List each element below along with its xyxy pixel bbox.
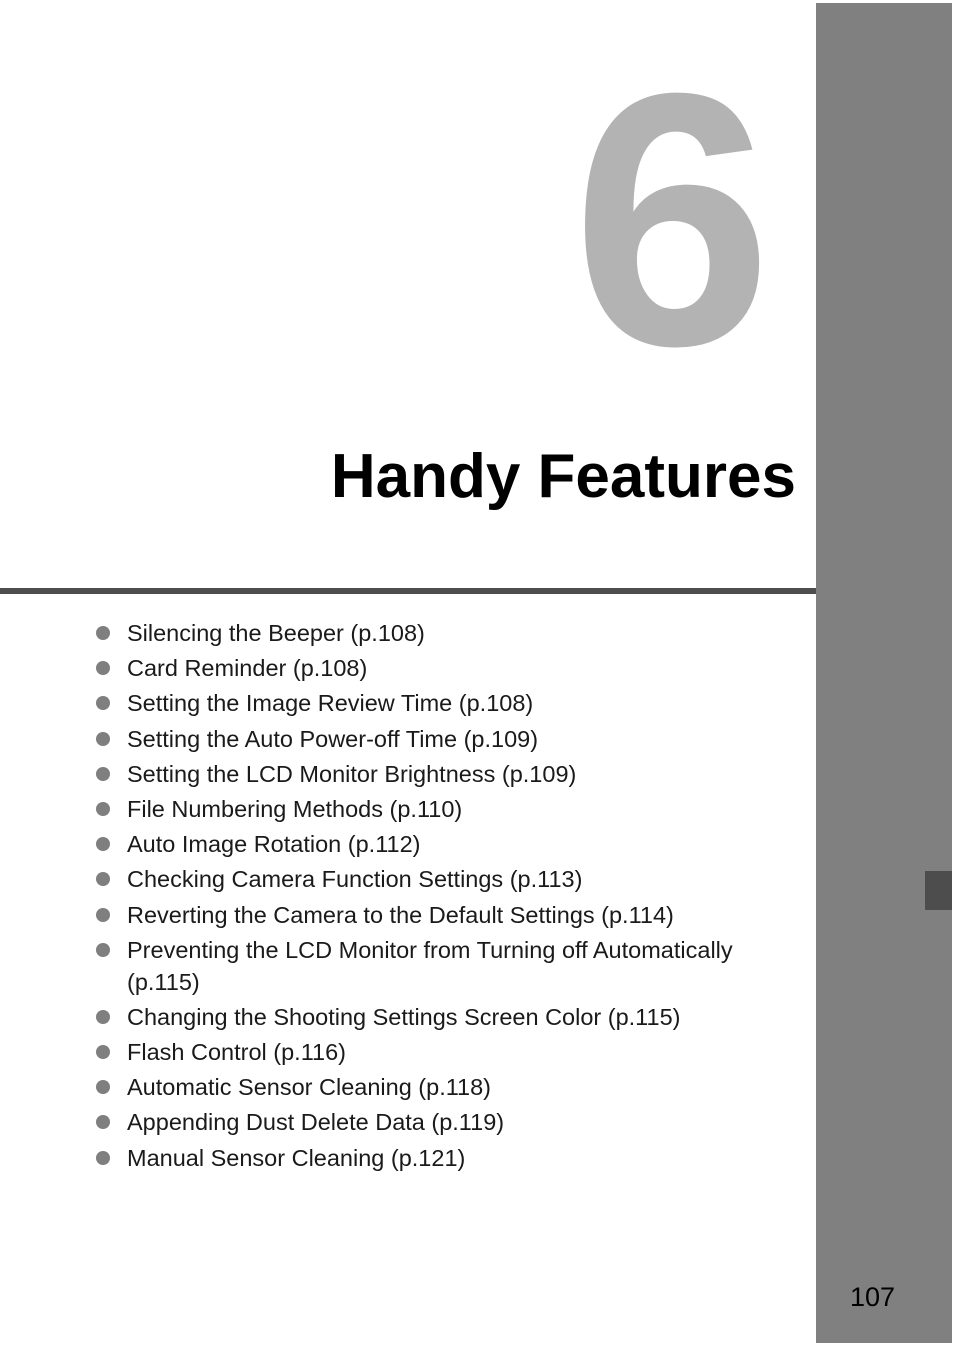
bullet-icon: [96, 943, 110, 957]
list-item: [96, 758, 796, 790]
list-item: [96, 652, 796, 684]
list-item: [96, 793, 796, 825]
section-divider: [0, 588, 816, 594]
list-item-text: Changing the Shooting Settings Screen Color (p.115): [127, 1003, 681, 1030]
list-item-text: Card Reminder (p.108): [127, 655, 368, 682]
bullet-icon: [96, 1115, 110, 1129]
list-item-text: Appending Dust Delete Data (p.119): [127, 1109, 505, 1136]
bullet-icon: [96, 872, 110, 886]
chapter-title: Handy Features: [330, 442, 796, 511]
list-item: [96, 1106, 796, 1138]
list-item: [96, 687, 796, 719]
bullet-icon: [96, 626, 110, 640]
bullet-icon: [96, 802, 110, 816]
chapter-contents-list: [96, 617, 796, 1177]
bullet-icon: [96, 908, 110, 922]
list-item: [96, 863, 796, 895]
list-item-text: Setting the Image Review Time (p.108): [127, 690, 534, 717]
list-item-text: Manual Sensor Cleaning (p.121): [127, 1144, 466, 1171]
list-item: [96, 899, 796, 931]
list-item: [96, 1071, 796, 1103]
list-item-text: File Numbering Methods (p.110): [127, 795, 463, 822]
bullet-icon: [96, 732, 110, 746]
list-item-text: Automatic Sensor Cleaning (p.118): [127, 1074, 492, 1101]
chapter-tab-marker: [925, 871, 952, 910]
list-item-text: Auto Image Rotation (p.112): [127, 831, 421, 858]
list-item-text: Silencing the Beeper (p.108): [127, 620, 425, 646]
list-item-text: Setting the Auto Power-off Time (p.109): [127, 725, 539, 752]
bullet-icon: [96, 1045, 110, 1059]
bullet-icon: [96, 661, 110, 675]
bullet-icon: [96, 696, 110, 710]
bullet-icon: [96, 767, 110, 781]
list-item-text: Checking Camera Function Settings (p.113): [127, 866, 583, 893]
list-item: [96, 723, 796, 755]
page-number: 107: [850, 1282, 896, 1312]
list-item: [96, 1036, 796, 1068]
bullet-icon: [96, 1151, 110, 1165]
bullet-icon: [96, 1080, 110, 1094]
list-item: [96, 828, 796, 860]
list-item: [96, 1142, 796, 1174]
chapter-number: 6: [571, 19, 769, 421]
bullet-icon: [96, 1010, 110, 1024]
list-item-text: Flash Control (p.116): [127, 1039, 346, 1066]
list-item: [96, 934, 796, 998]
list-item-text: Setting the LCD Monitor Brightness (p.109): [127, 760, 577, 787]
list-item-text: Reverting the Camera to the Default Settings (p.114): [127, 901, 674, 928]
side-bar: [816, 3, 952, 1343]
list-item: [96, 617, 796, 649]
list-item: [96, 1001, 796, 1033]
bullet-icon: [96, 837, 110, 851]
list-item-text: Preventing the LCD Monitor from Turning off Automatically (p.115): [127, 936, 733, 995]
